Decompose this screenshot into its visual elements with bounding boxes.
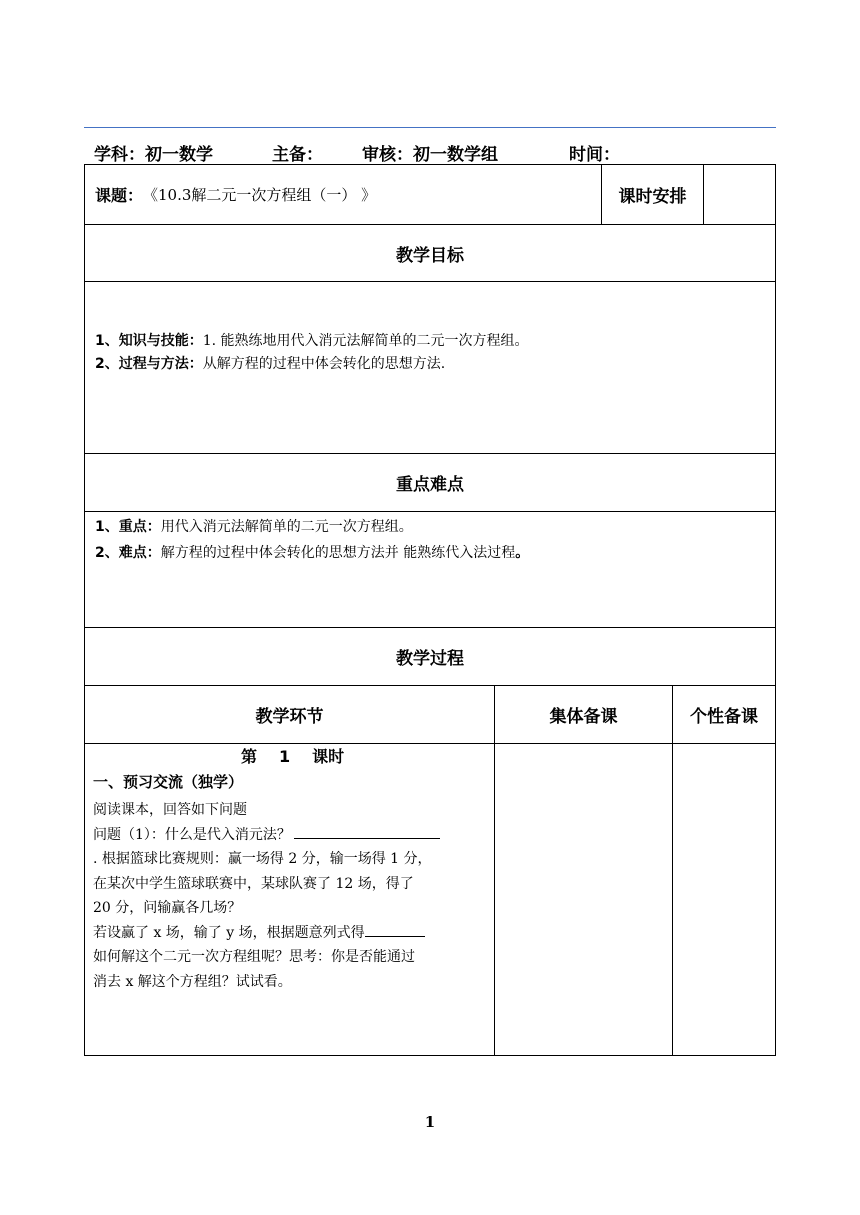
schedule-label: 课时安排	[618, 187, 687, 207]
goal-item: 2、过程与方法：从解方程的过程中体会转化的思想方法.	[95, 356, 446, 372]
text-line: 问题（1）：什么是代入消元法？	[93, 823, 494, 848]
time-label: 时间：	[569, 145, 620, 165]
subject-label: 学科：初一数学	[94, 145, 213, 165]
keypoint-item: 2、难点：解方程的过程中体会转化的思想方法并 能熟练代入法过程。	[95, 545, 530, 561]
process-title-cell	[84, 627, 776, 686]
text-line: 若设赢了 x 场，输了 y 场，根据题意列式得	[93, 921, 494, 946]
collective-notes-cell	[494, 743, 673, 1056]
column-header-collective: 集体备课	[494, 685, 673, 744]
text-line: 消去 x 解这个方程组？试试看。	[93, 973, 292, 990]
goals-title-cell	[84, 224, 776, 282]
goals-title: 教学目标	[396, 245, 464, 266]
keypoints-title: 重点难点	[396, 475, 464, 495]
text-line: 阅读课本，回答如下问题	[93, 802, 247, 818]
column-header-personal: 个性备课	[672, 685, 776, 744]
topic-label: 课题：	[95, 186, 144, 205]
process-steps-cell	[84, 743, 495, 1056]
goals-content-cell	[84, 281, 776, 454]
text-line: 如何解这个二元一次方程组呢？思考：你是否能通过	[93, 949, 415, 965]
page-number: 1	[424, 1113, 436, 1131]
goal-item: 1、知识与技能：1. 能熟练地用代入消元法解简单的二元一次方程组。	[95, 333, 529, 349]
review-label: 审核：初一数学组	[362, 145, 498, 165]
document-header	[94, 140, 774, 164]
text-line: 在某次中学生篮球联赛中，某球队赛了 12 场，得了	[93, 875, 414, 892]
preview-questions	[93, 798, 494, 994]
answer-blank[interactable]	[365, 921, 425, 937]
schedule-label-cell	[601, 164, 704, 225]
schedule-value-cell	[703, 164, 776, 225]
section-heading: 一、预习交流（独学）	[93, 773, 244, 791]
keypoints-content-cell	[84, 511, 776, 628]
header-rule	[84, 127, 776, 128]
column-header-steps: 教学环节	[84, 685, 495, 744]
topic-value: 《10.3解二元一次方程组（一） 》	[143, 186, 377, 204]
keypoint-item: 1、重点：用代入消元法解简单的二元一次方程组。	[95, 519, 413, 535]
answer-blank[interactable]	[294, 823, 440, 839]
lead-teacher-label: 主备：	[272, 145, 323, 165]
text-line: . 根据篮球比赛规则：赢一场得 2 分，输一场得 1 分，	[93, 851, 432, 867]
lesson-heading: 第 1 课时	[241, 747, 345, 766]
text-line: 20 分，问输赢各几场？	[93, 900, 242, 916]
process-title: 教学过程	[396, 649, 464, 669]
personal-notes-cell	[672, 743, 776, 1056]
topic-cell	[84, 164, 602, 225]
keypoints-title-cell	[84, 453, 776, 512]
